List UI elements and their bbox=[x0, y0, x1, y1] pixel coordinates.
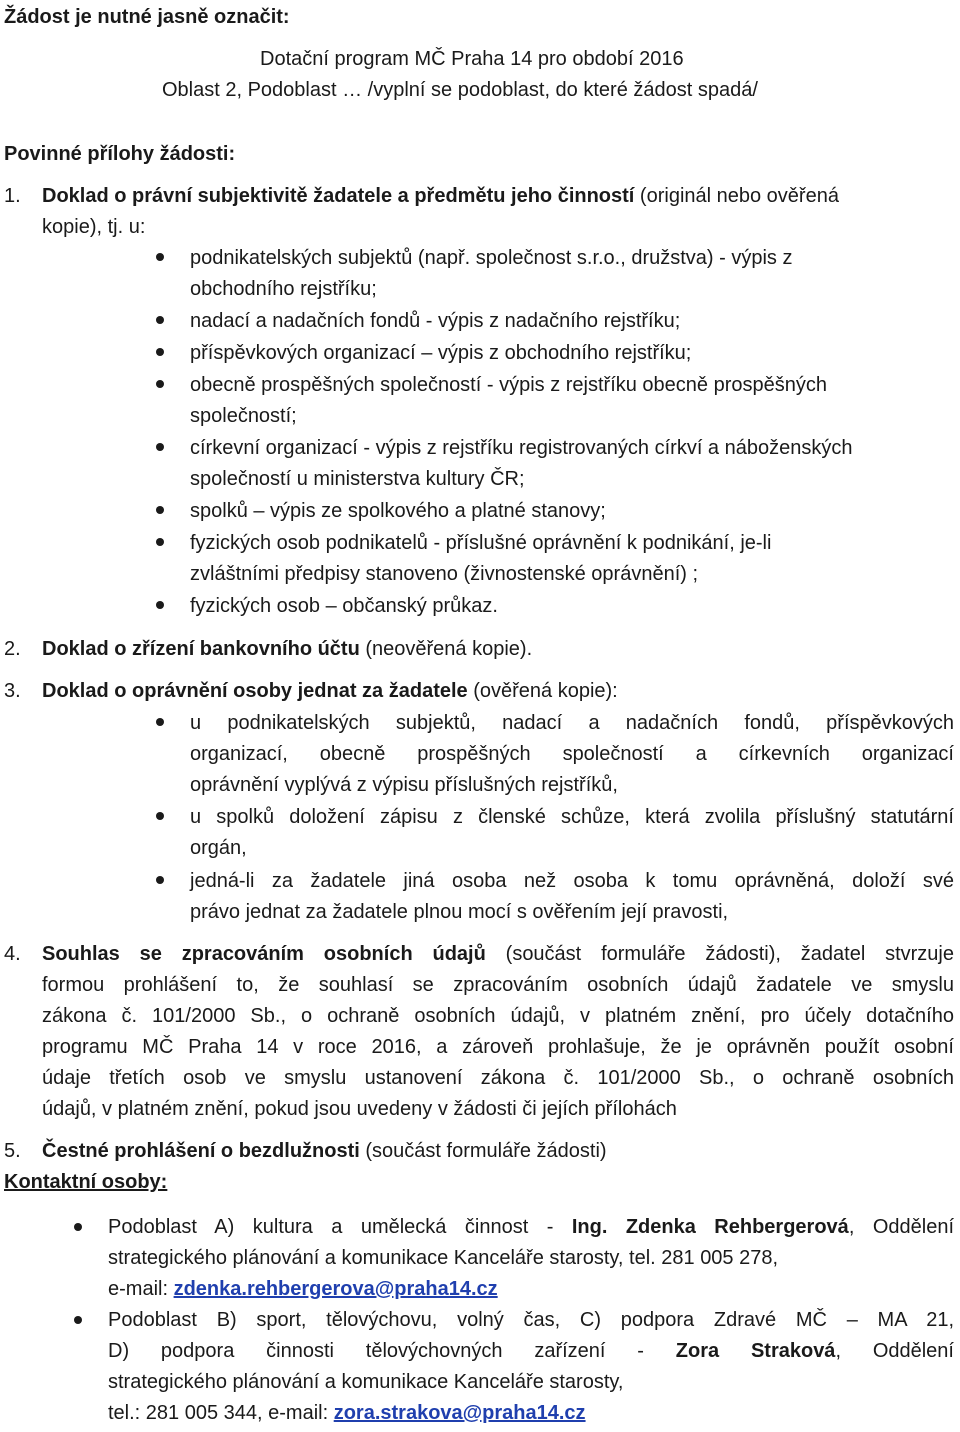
item-5-rest: (součást formuláře žádosti) bbox=[359, 1140, 607, 1162]
item-4-line: údaje třetích osob ve smyslu ustanovení zákona č. 101/2000 Sb., o ochraně osobních bbox=[42, 1067, 954, 1089]
item-5-title bbox=[42, 1136, 607, 1167]
contact-line: strategického plánování a komunikace Kanceláře starosty, bbox=[108, 1371, 624, 1393]
contact-b-dept: , Oddělení bbox=[835, 1340, 954, 1362]
bullet-icon bbox=[156, 380, 164, 388]
item-4-title bbox=[42, 939, 954, 970]
item-2-rest: (neověřená kopie). bbox=[359, 638, 533, 660]
item-4-line: formou prohlášení to, že souhlasí se zpracováním osobních údajů žadatele ve smyslu bbox=[42, 974, 954, 996]
item-4-line: zákona č. 101/2000 Sb., o ochraně osobních údajů, v platném znění, pro účely dotačního bbox=[42, 1005, 954, 1027]
item-1-title bbox=[42, 181, 839, 212]
list-item: organizací, obecně prospěšných společností a církevních organizací bbox=[190, 743, 954, 765]
bullet-icon bbox=[156, 876, 164, 884]
list-item: zvláštními předpisy stanoveno (živnostenské oprávnění) ; bbox=[190, 563, 699, 585]
list-item: orgán, bbox=[190, 837, 247, 859]
item-4-line: programu MČ Praha 14 v roce 2016, a zároveň prohlašuje, že je oprávněn použít osobní bbox=[42, 1036, 954, 1058]
list-item: podnikatelských subjektů (např. společnost s.r.o., družstva) - výpis z bbox=[190, 247, 793, 269]
bullet-icon bbox=[156, 812, 164, 820]
bullet-icon bbox=[74, 1316, 82, 1324]
item-2-title bbox=[42, 634, 532, 665]
list-item: příspěvkových organizací – výpis z obchodního rejstříku; bbox=[190, 342, 692, 364]
list-item: obecně prospěšných společností - výpis z rejstříku obecně prospěšných bbox=[190, 374, 828, 396]
list-item: u podnikatelských subjektů, nadací a nadačních fondů, příspěvkových bbox=[190, 712, 954, 734]
bullet-icon bbox=[156, 506, 164, 514]
list-item: církevní organizací - výpis z rejstříku registrovaných církví a náboženských bbox=[190, 437, 853, 459]
list-item: spolků – výpis ze spolkového a platné stanovy; bbox=[190, 500, 606, 522]
bullet-icon bbox=[156, 538, 164, 546]
item-3-rest: (ověřená kopie): bbox=[467, 680, 618, 702]
contact-a-area: Podoblast A) kultura a umělecká činnost - bbox=[108, 1216, 572, 1238]
email-label: e-mail: bbox=[108, 1278, 174, 1300]
item-1-line2: kopie), tj. u: bbox=[42, 216, 146, 238]
list-item: společností u ministerstva kultury ČR; bbox=[190, 468, 525, 490]
list-item: nadací a nadačních fondů - výpis z nadačního rejstříku; bbox=[190, 310, 681, 332]
item-4-number: 4. bbox=[4, 943, 21, 965]
item-5-bold: Čestné prohlášení o bezdlužnosti bbox=[42, 1140, 360, 1162]
program-title: Dotační program MČ Praha 14 pro období 2016 bbox=[260, 48, 684, 70]
contact-line: Podoblast B) sport, tělovýchovu, volný čas, C) podpora Zdravé MČ – MA 21, bbox=[108, 1309, 954, 1331]
item-4-bold: Souhlas se zpracováním osobních údajů bbox=[42, 943, 486, 965]
email-link[interactable]: zora.strakova@praha14.cz bbox=[333, 1402, 586, 1424]
item-1-number: 1. bbox=[4, 185, 21, 207]
item-4-rest: (součást formuláře žádosti), žadatel stvrzuje bbox=[485, 943, 954, 965]
contact-line bbox=[108, 1274, 498, 1305]
contact-line bbox=[108, 1336, 954, 1367]
item-2-bold: Doklad o zřízení bankovního účtu bbox=[42, 638, 360, 660]
bullet-icon bbox=[156, 316, 164, 324]
attachments-heading: Povinné přílohy žádosti: bbox=[4, 143, 236, 165]
list-item: u spolků doložení zápisu z členské schůze, která zvolila příslušný statutární bbox=[190, 806, 954, 828]
bullet-icon bbox=[156, 443, 164, 451]
list-item: společností; bbox=[190, 405, 297, 427]
item-3-number: 3. bbox=[4, 680, 21, 702]
phone-email-label: tel.: 281 005 344, e-mail: bbox=[108, 1402, 334, 1424]
list-item: fyzických osob podnikatelů - příslušné oprávnění k podnikání, je-li bbox=[190, 532, 772, 554]
item-3-bold: Doklad o oprávnění osoby jednat za žadatele bbox=[42, 680, 468, 702]
list-item: oprávnění vyplývá z výpisu příslušných rejstříků, bbox=[190, 774, 618, 796]
contact-line bbox=[108, 1398, 586, 1429]
bullet-icon bbox=[156, 601, 164, 609]
item-2-number: 2. bbox=[4, 638, 21, 660]
contact-line: strategického plánování a komunikace Kanceláře starosty, tel. 281 005 278, bbox=[108, 1247, 779, 1269]
contact-line bbox=[108, 1212, 954, 1243]
contact-b-area: D) podpora činnosti tělovýchovných zařízení - bbox=[108, 1340, 676, 1362]
item-3-title bbox=[42, 676, 618, 707]
email-link[interactable]: zdenka.rehbergerova@praha14.cz bbox=[173, 1278, 498, 1300]
contact-a-name: Ing. Zdenka Rehbergerová bbox=[571, 1216, 849, 1238]
item-4-line: údajů, v platném znění, pokud jsou uvedeny v žádosti či jejích přílohách bbox=[42, 1098, 677, 1120]
contacts-heading: Kontaktní osoby: bbox=[4, 1171, 168, 1193]
document-heading: Žádost je nutné jasně označit: bbox=[4, 6, 290, 28]
list-item: jedná-li za žadatele jiná osoba než osoba k tomu oprávněná, doloží své bbox=[190, 870, 954, 892]
list-item: obchodního rejstříku; bbox=[190, 278, 377, 300]
contact-b-name: Zora Straková bbox=[675, 1340, 836, 1362]
item-1-rest: (originál nebo ověřená bbox=[634, 185, 839, 207]
list-item: fyzických osob – občanský průkaz. bbox=[190, 595, 498, 617]
item-1-bold: Doklad o právní subjektivitě žadatele a předmětu jeho činností bbox=[42, 185, 635, 207]
bullet-icon bbox=[74, 1223, 82, 1231]
bullet-icon bbox=[156, 253, 164, 261]
program-subtitle: Oblast 2, Podoblast … /vyplní se podoblast, do které žádost spadá/ bbox=[162, 79, 758, 101]
bullet-icon bbox=[156, 348, 164, 356]
contact-a-dept: , Oddělení bbox=[848, 1216, 954, 1238]
item-5-number: 5. bbox=[4, 1140, 21, 1162]
bullet-icon bbox=[156, 718, 164, 726]
list-item: právo jednat za žadatele plnou mocí s ověřením její pravosti, bbox=[190, 901, 729, 923]
